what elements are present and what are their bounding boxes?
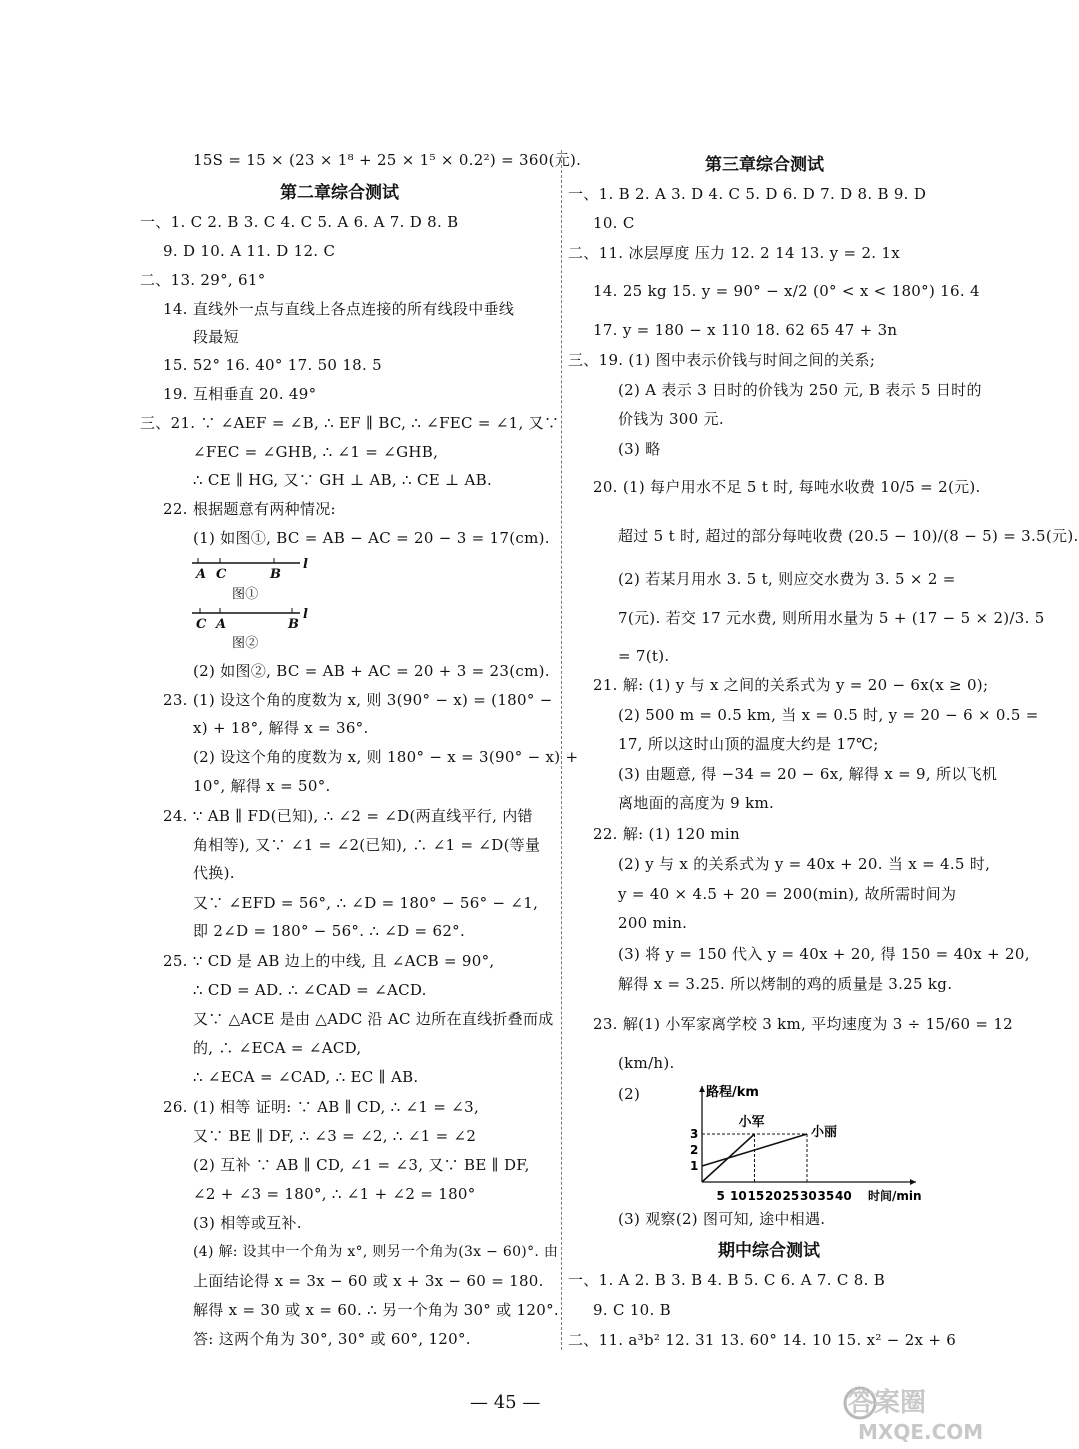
svg-text:答案圈: 答案圈 <box>848 1388 927 1418</box>
r2-line-2: 二、11. a³b² 12. 31 13. 60° 14. 10 15. x² − 2x + 6 <box>568 1331 957 1349</box>
x-tick-label: 40 <box>835 1189 852 1203</box>
r-line-22: 200 min. <box>618 914 688 932</box>
r-line-2: 二、11. 冰层厚度 压力 12. 2 14 13. y = 2. 1x <box>568 244 901 262</box>
l-line-35: 答: 这两个角为 30°, 30° 或 60°, 120°. <box>193 1330 471 1348</box>
l-line-29: (2) 互补 ∵ AB ∥ CD, ∠1 = ∠3, 又∵ BE ∥ DF, <box>193 1156 530 1174</box>
l-line-8: ∠FEC = ∠GHB, ∴ ∠1 = ∠GHB, <box>193 443 439 461</box>
x-tick-label: 25 <box>782 1189 800 1203</box>
l-line-27: 26. (1) 相等 证明: ∵ AB ∥ CD, ∴ ∠1 = ∠3, <box>163 1098 480 1116</box>
r-line-26: (km/h). <box>618 1054 675 1072</box>
l-line-31: (3) 相等或互补. <box>193 1214 302 1232</box>
l-line-23: ∴ CD = AD. ∴ ∠CAD = ∠ACD. <box>193 981 427 999</box>
r-line-15: (2) 500 m = 0.5 km, 当 x = 0.5 时, y = 20 − 6 × 0.5 = <box>618 706 1039 724</box>
l-line-13: 23. (1) 设这个角的度数为 x, 则 3(90° − x) = (180° − <box>163 691 553 709</box>
x-axis-arrow <box>910 1179 916 1185</box>
l-line-28: 又∵ BE ∥ DF, ∴ ∠3 = ∠2, ∴ ∠1 = ∠2 <box>193 1127 477 1145</box>
x-tick-label: 35 <box>817 1189 835 1203</box>
l-line-26: ∴ ∠ECA = ∠CAD, ∴ EC ∥ AB. <box>193 1068 419 1086</box>
fig1-label-c: C <box>216 567 227 582</box>
l-line-14: x) + 18°, 解得 x = 36°. <box>193 719 369 737</box>
fig2-label-b: B <box>288 617 299 632</box>
column-divider <box>561 150 562 1350</box>
r-line-19: 22. 解: (1) 120 min <box>593 825 740 843</box>
r-line-1: 10. C <box>593 214 635 232</box>
r-line-16: 17, 所以这时山顶的温度大约是 17℃; <box>618 735 879 753</box>
r-line-23: (3) 将 y = 150 代入 y = 40x + 20, 得 150 = 40x + 20, <box>618 945 1030 963</box>
y-tick-label: 3 <box>690 1127 699 1141</box>
fig2-label-c: C <box>196 617 207 632</box>
fig2-label-l: l <box>303 607 308 622</box>
r-line-8: (3) 略 <box>618 440 661 458</box>
l-line-17: 24. ∵ AB ∥ FD(已知), ∴ ∠2 = ∠D(两直线平行, 内错 <box>163 807 533 825</box>
x-tick-label: 15 <box>747 1189 765 1203</box>
l-line-2: 二、13. 29°, 61° <box>140 271 266 289</box>
l-line-33: 上面结论得 x = 3x − 60 或 x + 3x − 60 = 180. <box>193 1272 544 1290</box>
heading-midterm: 期中综合测试 <box>718 1241 820 1261</box>
y-tick-label: 2 <box>690 1143 699 1157</box>
x-tick-label: 10 <box>730 1189 747 1203</box>
r-line-18: 离地面的高度为 9 km. <box>618 794 775 812</box>
r-line-21: y = 40 × 4.5 + 20 = 200(min), 故所需时间为 <box>618 885 957 903</box>
figure-1-line <box>188 555 318 585</box>
fig2-caption: 图② <box>232 636 259 651</box>
fig2-label-a: A <box>216 617 227 632</box>
l-line-0: 一、1. C 2. B 3. C 4. C 5. A 6. A 7. D 8. B <box>140 213 459 231</box>
fig1-label-a: A <box>196 567 207 582</box>
heading-chapter2: 第二章综合测试 <box>280 183 399 203</box>
l-line-20: 又∵ ∠EFD = 56°, ∴ ∠D = 180° − 56° − ∠1, <box>193 894 539 912</box>
r-line-5: 三、19. (1) 图中表示价钱与时间之间的关系; <box>568 351 876 369</box>
l-line-22: 25. ∵ CD 是 AB 边上的中线, 且 ∠ACB = 90°, <box>163 952 495 970</box>
r2-line-1: 9. C 10. B <box>593 1301 671 1319</box>
x-tick-label: 5 <box>716 1189 725 1203</box>
r-line-9: 20. (1) 每户用水不足 5 t 时, 每吨水收费 10/5 = 2(元). <box>593 478 981 496</box>
x-tick-label: 20 <box>765 1189 782 1203</box>
fig1-label-b: B <box>270 567 281 582</box>
r-line-20: (2) y 与 x 的关系式为 y = 40x + 20. 当 x = 4.5 时, <box>618 855 991 873</box>
l-line-7: 三、21. ∵ ∠AEF = ∠B, ∴ EF ∥ BC, ∴ ∠FEC = ∠1, 又∵ <box>140 414 560 432</box>
r-line-7: 价钱为 300 元. <box>618 410 724 428</box>
r2-line-0: 一、1. A 2. B 3. B 4. B 5. C 6. A 7. C 8. B <box>568 1271 886 1289</box>
r-line-4: 17. y = 180 − x 110 18. 62 65 47 + 3n <box>593 321 898 339</box>
watermark-logo <box>842 1375 992 1445</box>
distance-time-graph <box>676 1078 926 1203</box>
x-tick-label: 30 <box>800 1189 817 1203</box>
svg-text:MXQE.COM: MXQE.COM <box>858 1420 984 1444</box>
r-line-17: (3) 由题意, 得 −34 = 20 − 6x, 解得 x = 9, 所以飞机 <box>618 765 998 783</box>
r-line-25: 23. 解(1) 小军家离学校 3 km, 平均速度为 3 ÷ 15/60 = 12 <box>593 1015 1014 1033</box>
x-axis-label: 时间/min <box>868 1189 922 1203</box>
l-line-18: 角相等), 又∵ ∠1 = ∠2(已知), ∴ ∠1 = ∠D(等量 <box>193 836 541 854</box>
l-line-34: 解得 x = 30 或 x = 60. ∴ 另一个角为 30° 或 120°. <box>193 1301 559 1319</box>
r-line-14: 21. 解: (1) y 与 x 之间的关系式为 y = 20 − 6x(x ≥ 0); <box>593 676 989 694</box>
l-line-15: (2) 设这个角的度数为 x, 则 180° − x = 3(90° − x) + <box>193 748 579 766</box>
y-tick-label: 1 <box>690 1159 699 1173</box>
series-label-1: 小丽 <box>811 1125 838 1140</box>
r-line-3: 14. 25 kg 15. y = 90° − x/2 (0° < x < 180°) 16. 4 <box>593 282 980 300</box>
l-line-24: 又∵ △ACE 是由 △ADC 沿 AC 边所在直线折叠而成 <box>193 1010 554 1028</box>
fig1-caption: 图① <box>232 587 259 602</box>
r-line-11: (2) 若某月用水 3. 5 t, 则应交水费为 3. 5 × 2 = <box>618 570 956 588</box>
r-line-24: 解得 x = 3.25. 所以烤制的鸡的质量是 3.25 kg. <box>618 975 953 993</box>
r-line-10: 超过 5 t 时, 超过的部分每吨收费 (20.5 − 10)/(8 − 5) = 3.5(元). <box>618 527 1079 545</box>
r-line-28: (3) 观察(2) 图可知, 途中相遇. <box>618 1210 826 1228</box>
r-line-6: (2) A 表示 3 日时的价钱为 250 元, B 表示 5 日时的 <box>618 381 982 399</box>
l-line-32: (4) 解: 设其中一个角为 x°, 则另一个角为(3x − 60)°. 由 <box>193 1244 559 1260</box>
l-line-10: 22. 根据题意有两种情况: <box>163 500 336 518</box>
series-label-0: 小军 <box>738 1115 765 1130</box>
fig1-label-l: l <box>303 557 308 572</box>
l-line-21: 即 2∠D = 180° − 56°. ∴ ∠D = 62°. <box>193 922 466 940</box>
r-line-12: 7(元). 若交 17 元水费, 则所用水量为 5 + (17 − 5 × 2)/3. 5 <box>618 609 1045 627</box>
l-line-25: 的, ∴ ∠ECA = ∠ACD, <box>193 1039 362 1057</box>
left-top-line: 15S = 15 × (23 × 1⁸ + 25 × 1⁵ × 0.2²) = 360(元). <box>193 151 582 169</box>
l-line-11: (1) 如图①, BC = AB − AC = 20 − 3 = 17(cm). <box>193 529 550 547</box>
l-line-6: 19. 互相垂直 20. 49° <box>163 385 317 403</box>
l-line-12: (2) 如图②, BC = AB + AC = 20 + 3 = 23(cm). <box>193 662 550 680</box>
page-number: — 45 — <box>470 1392 541 1413</box>
l-line-19: 代换). <box>193 864 235 882</box>
heading-chapter3: 第三章综合测试 <box>705 155 824 175</box>
l-line-3: 14. 直线外一点与直线上各点连接的所有线段中垂线 <box>163 300 515 318</box>
r-line-27: (2) <box>618 1085 641 1103</box>
r-line-13: = 7(t). <box>618 647 670 665</box>
l-line-9: ∴ CE ∥ HG, 又∵ GH ⊥ AB, ∴ CE ⊥ AB. <box>193 471 493 489</box>
y-axis-label: 路程/km <box>706 1085 759 1100</box>
l-line-4: 段最短 <box>193 328 239 346</box>
l-line-5: 15. 52° 16. 40° 17. 50 18. 5 <box>163 356 383 374</box>
y-axis-arrow <box>699 1086 705 1092</box>
l-line-16: 10°, 解得 x = 50°. <box>193 777 331 795</box>
l-line-30: ∠2 + ∠3 = 180°, ∴ ∠1 + ∠2 = 180° <box>193 1185 476 1203</box>
l-line-1: 9. D 10. A 11. D 12. C <box>163 242 336 260</box>
r-line-0: 一、1. B 2. A 3. D 4. C 5. D 6. D 7. D 8. B 9. D <box>568 185 927 203</box>
